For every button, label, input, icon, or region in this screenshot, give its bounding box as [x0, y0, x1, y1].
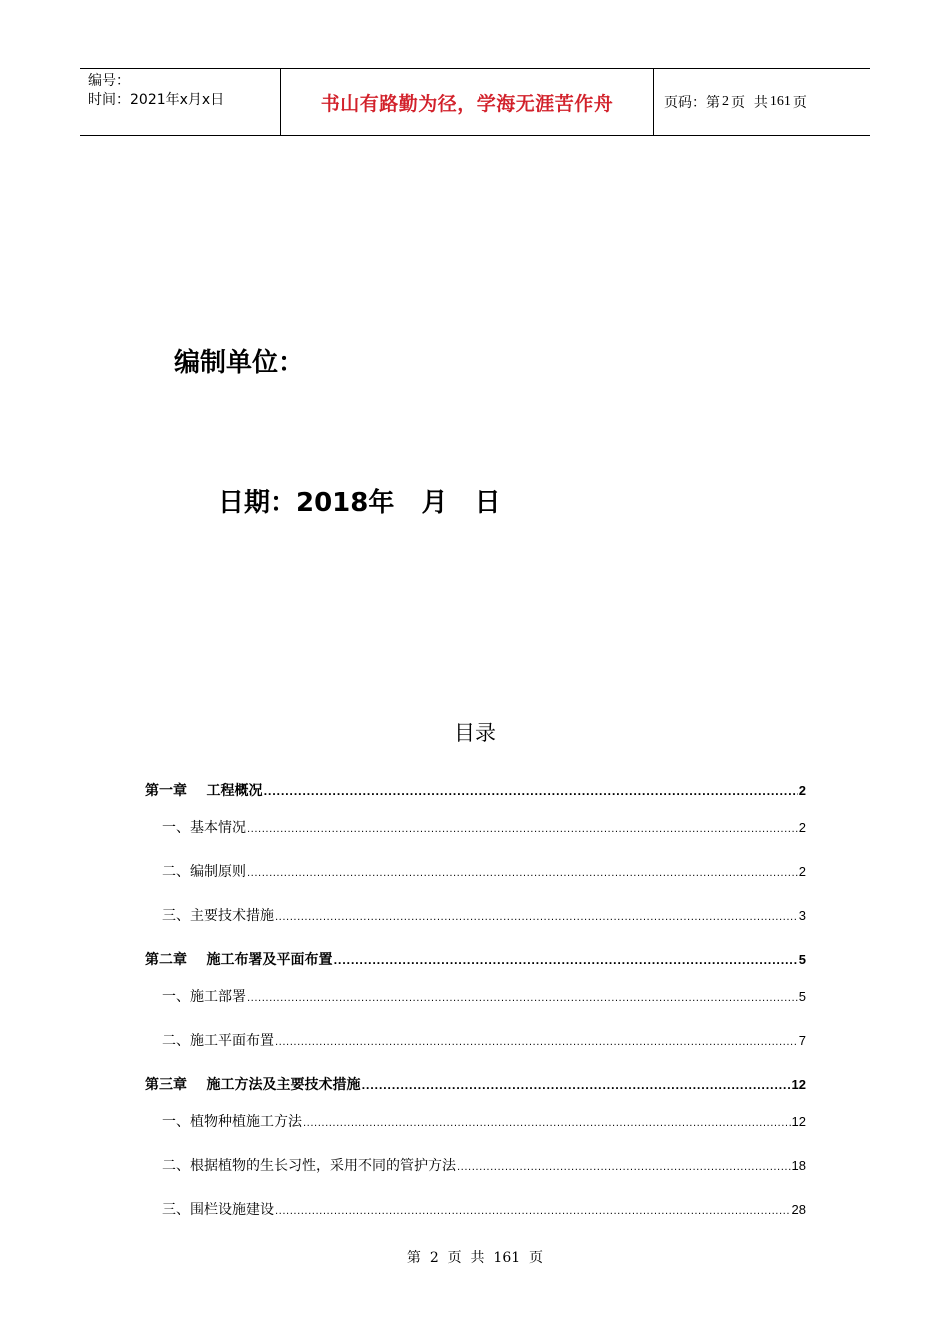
toc-leader — [275, 1037, 798, 1048]
motto: 书山有路勤为径，学海无涯苦作舟 — [281, 69, 654, 135]
toc-entry-page: 2 — [798, 820, 806, 835]
toc-leader — [334, 956, 798, 967]
toc-leader — [457, 1162, 791, 1173]
toc-entry[interactable] — [162, 986, 806, 1006]
toc-entry-label: 一、施工部署 — [162, 989, 246, 1005]
toc-entry[interactable] — [162, 1155, 806, 1175]
toc-entry-page: 2 — [798, 783, 806, 798]
toc-entry-page: 7 — [798, 1033, 806, 1048]
toc-entry-page: 12 — [791, 1077, 806, 1092]
page-footer: 第 2 页 共 161 页 — [406, 1250, 544, 1266]
header-page-info — [654, 69, 870, 135]
toc-entry-page: 5 — [798, 952, 806, 967]
toc-entry-label: 一、基本情况 — [162, 820, 246, 836]
date-label: 日期：2018年 月 日 — [218, 488, 501, 518]
toc-entry-page: 5 — [798, 989, 806, 1004]
toc-entry-page: 3 — [798, 908, 806, 923]
toc-entry-label: 二、编制原则 — [162, 864, 246, 880]
toc-leader — [264, 787, 798, 798]
toc-leader — [362, 1081, 791, 1092]
toc-leader — [275, 1206, 791, 1217]
toc-entry[interactable] — [162, 817, 806, 837]
toc-entry-page: 12 — [791, 1114, 806, 1129]
header-table — [80, 68, 870, 136]
toc-leader — [247, 868, 798, 879]
page-total: 161 — [769, 94, 791, 109]
toc-leader — [275, 912, 798, 923]
page-current: 2 — [722, 94, 729, 109]
toc-leader — [303, 1118, 791, 1129]
toc-entry[interactable] — [162, 861, 806, 881]
number-label: 编号： — [88, 73, 130, 89]
toc-entry[interactable] — [162, 1030, 806, 1050]
toc-entry-label: 一、植物种植施工方法 — [162, 1114, 302, 1130]
page-prefix: 页码：第 — [664, 95, 720, 111]
toc-entry-page: 18 — [791, 1158, 806, 1173]
toc-entry-page: 2 — [798, 864, 806, 879]
toc-entry-page: 28 — [791, 1202, 806, 1217]
toc-entry[interactable] — [145, 780, 806, 800]
toc-entry-label: 三、主要技术措施 — [162, 908, 274, 924]
toc-entry[interactable] — [162, 905, 806, 925]
toc-entry[interactable] — [162, 1111, 806, 1131]
toc-entry-label: 第二章 施工布署及平面布置 — [145, 952, 333, 968]
toc-leader — [247, 993, 798, 1004]
toc-leader — [247, 824, 798, 835]
page-suffix: 页 — [792, 95, 807, 111]
time-label: 时间：2021年x月x日 — [88, 92, 225, 108]
toc-entry[interactable] — [162, 1199, 806, 1219]
toc-entry[interactable] — [145, 949, 806, 969]
toc-title: 目录 — [454, 721, 496, 745]
toc-entry[interactable] — [145, 1074, 806, 1094]
page-mid: 页 共 — [731, 95, 768, 111]
compiler-unit-label: 编制单位： — [174, 348, 305, 378]
toc-entry-label: 二、根据植物的生长习性，采用不同的管护方法 — [162, 1158, 456, 1174]
toc-entry-label: 二、施工平面布置 — [162, 1033, 274, 1049]
toc-entry-label: 第一章 工程概况 — [145, 783, 263, 799]
toc-entry-label: 第三章 施工方法及主要技术措施 — [145, 1077, 361, 1093]
header-left-cell — [80, 69, 281, 135]
toc-entry-label: 三、围栏设施建设 — [162, 1202, 274, 1218]
